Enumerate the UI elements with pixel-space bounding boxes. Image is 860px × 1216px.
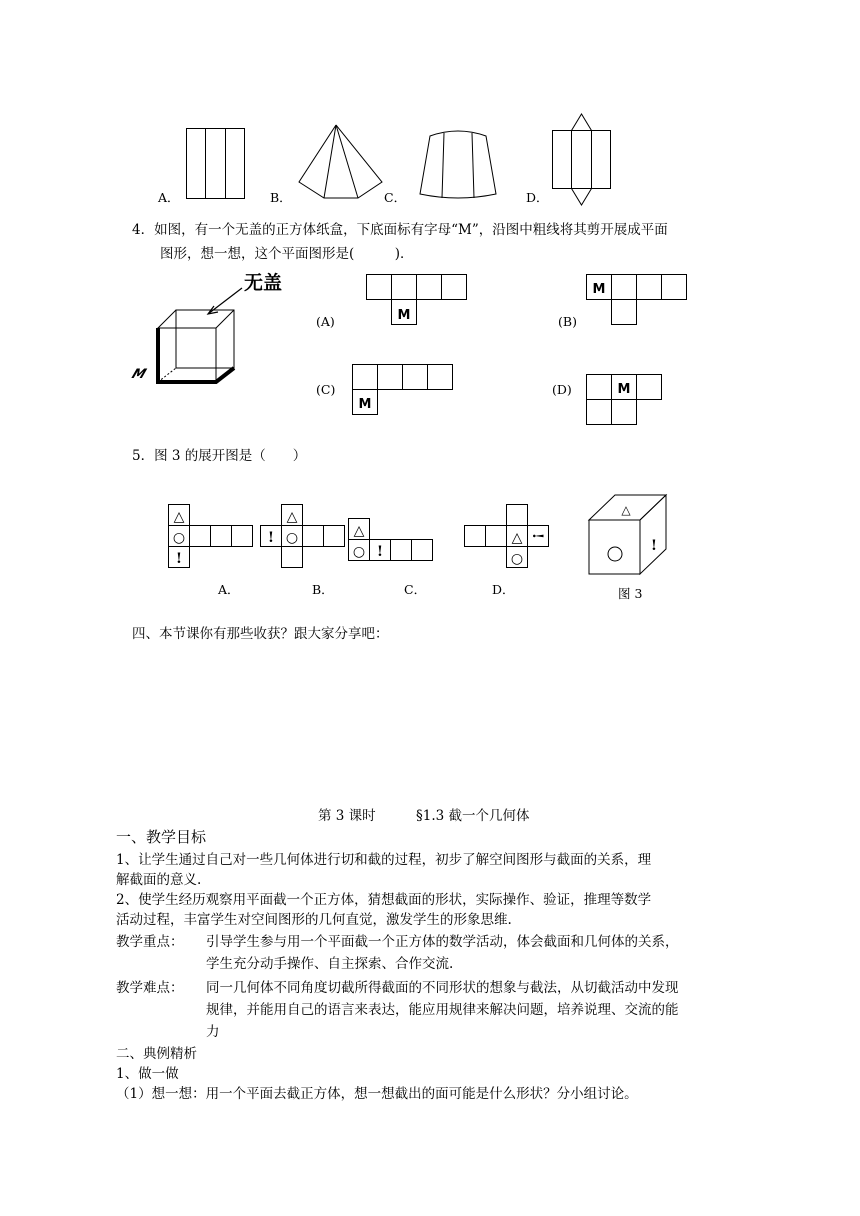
q5-option-d: D． <box>492 582 515 597</box>
q4-text-line2: 图形，想一想，这个平面图形是( )． <box>160 246 414 262</box>
q5-net-b <box>260 504 350 572</box>
q4-net-a <box>366 274 468 328</box>
q3-option-c: C． <box>384 190 407 205</box>
q4-option-d: (D) <box>552 382 572 397</box>
svg-text:△: △ <box>286 509 298 525</box>
q4-net-b <box>586 274 688 328</box>
key-point-label: 教学重点： <box>116 934 184 950</box>
q3-figure-c <box>418 128 498 200</box>
q5-net-a <box>168 504 258 572</box>
svg-text:M: M <box>127 366 150 382</box>
svg-text:○: ○ <box>172 530 186 546</box>
svg-text:!: ! <box>175 551 183 567</box>
q5-question: 5．图 3 的展开图是（ ） <box>132 448 307 464</box>
svg-text:△: △ <box>621 503 631 517</box>
q5-option-c: C． <box>404 582 427 597</box>
svg-text:!: ! <box>529 532 545 540</box>
lesson-heading-number: 第 3 课时 <box>318 808 376 824</box>
svg-text:!: ! <box>650 538 658 554</box>
q4-option-c: (C) <box>316 382 336 397</box>
think-prompt: （1）想一想：用一个平面去截正方体，想一想截出的面可能是什么形状？分小组讨论。 <box>116 1086 638 1102</box>
q5-option-a: A． <box>218 582 240 597</box>
figure-3-caption: 图 3 <box>618 586 643 601</box>
svg-text:M: M <box>592 282 606 297</box>
svg-text:△: △ <box>173 509 185 525</box>
no-lid-label: 无盖 <box>244 272 283 294</box>
svg-text:○: ○ <box>352 544 366 560</box>
q4-net-d <box>586 374 662 428</box>
svg-text:M: M <box>617 382 631 397</box>
objective-2-line2: 活动过程，丰富学生对空间图形的几何直觉，激发学生的形象思维. <box>116 912 512 928</box>
svg-text:M: M <box>397 308 411 323</box>
q5-net-d <box>464 504 554 572</box>
q5-option-b: B． <box>312 582 334 597</box>
figure-3-cube <box>588 494 668 580</box>
lesson-heading-title: §1.3 截一个几何体 <box>416 808 530 824</box>
svg-text:○: ○ <box>510 551 524 567</box>
do-it-title: 1、做一做 <box>116 1066 179 1082</box>
objective-2-line1: 2、使学生经历观察用平面截一个正方体，猜想截面的形状，实际操作、验证，推理等数学 <box>116 892 652 908</box>
open-box-figure <box>127 282 256 386</box>
objective-1-line2: 解截面的意义. <box>116 872 202 888</box>
svg-text:M: M <box>358 397 372 412</box>
svg-text:!: ! <box>376 544 384 560</box>
q4-option-b: (B) <box>558 314 577 329</box>
q3-option-b: B． <box>270 190 292 205</box>
objective-1-line1: 1、让学生通过自己对一些几何体进行切和截的过程，初步了解空间图形与截面的关系，理 <box>116 852 652 868</box>
key-point-line2: 学生充分动手操作、自主探索、合作交流. <box>206 956 454 972</box>
q4-text-line1: 4．如图，有一个无盖的正方体纸盒，下底面标有字母“M”，沿图中粗线将其剪开展成平面 <box>132 222 668 238</box>
section-4-prompt: 四、本节课你有那些收获？跟大家分享吧： <box>132 626 389 642</box>
q3-figure-a <box>186 128 246 200</box>
difficulty-line1: 同一几何体不同角度切截所得截面的不同形状的想象与截法，从切截活动中发现 <box>206 980 679 996</box>
difficulty-line3: 力 <box>206 1024 220 1040</box>
q5-net-c <box>348 518 438 566</box>
q3-figure-b <box>298 124 384 200</box>
key-point-line1: 引导学生参与用一个平面截一个正方体的数学活动，体会截面和几何体的关系， <box>206 934 679 950</box>
examples-title: 二、典例精析 <box>116 1046 197 1062</box>
objectives-title: 一、教学目标 <box>116 828 207 846</box>
svg-text:△: △ <box>353 523 365 539</box>
difficulty-label: 教学难点： <box>116 980 184 996</box>
svg-text:○: ○ <box>285 530 299 546</box>
svg-text:△: △ <box>511 530 523 546</box>
q3-figure-d <box>552 112 612 208</box>
q4-net-c <box>352 364 454 416</box>
difficulty-line2: 规律，并能用自己的语言来表达，能应用规律来解决问题，培养说理、交流的能 <box>206 1002 679 1018</box>
q3-option-d: D． <box>526 190 549 205</box>
q3-option-a: A． <box>158 190 180 205</box>
q4-option-a: (A) <box>316 314 335 329</box>
svg-text:!: ! <box>267 530 275 546</box>
